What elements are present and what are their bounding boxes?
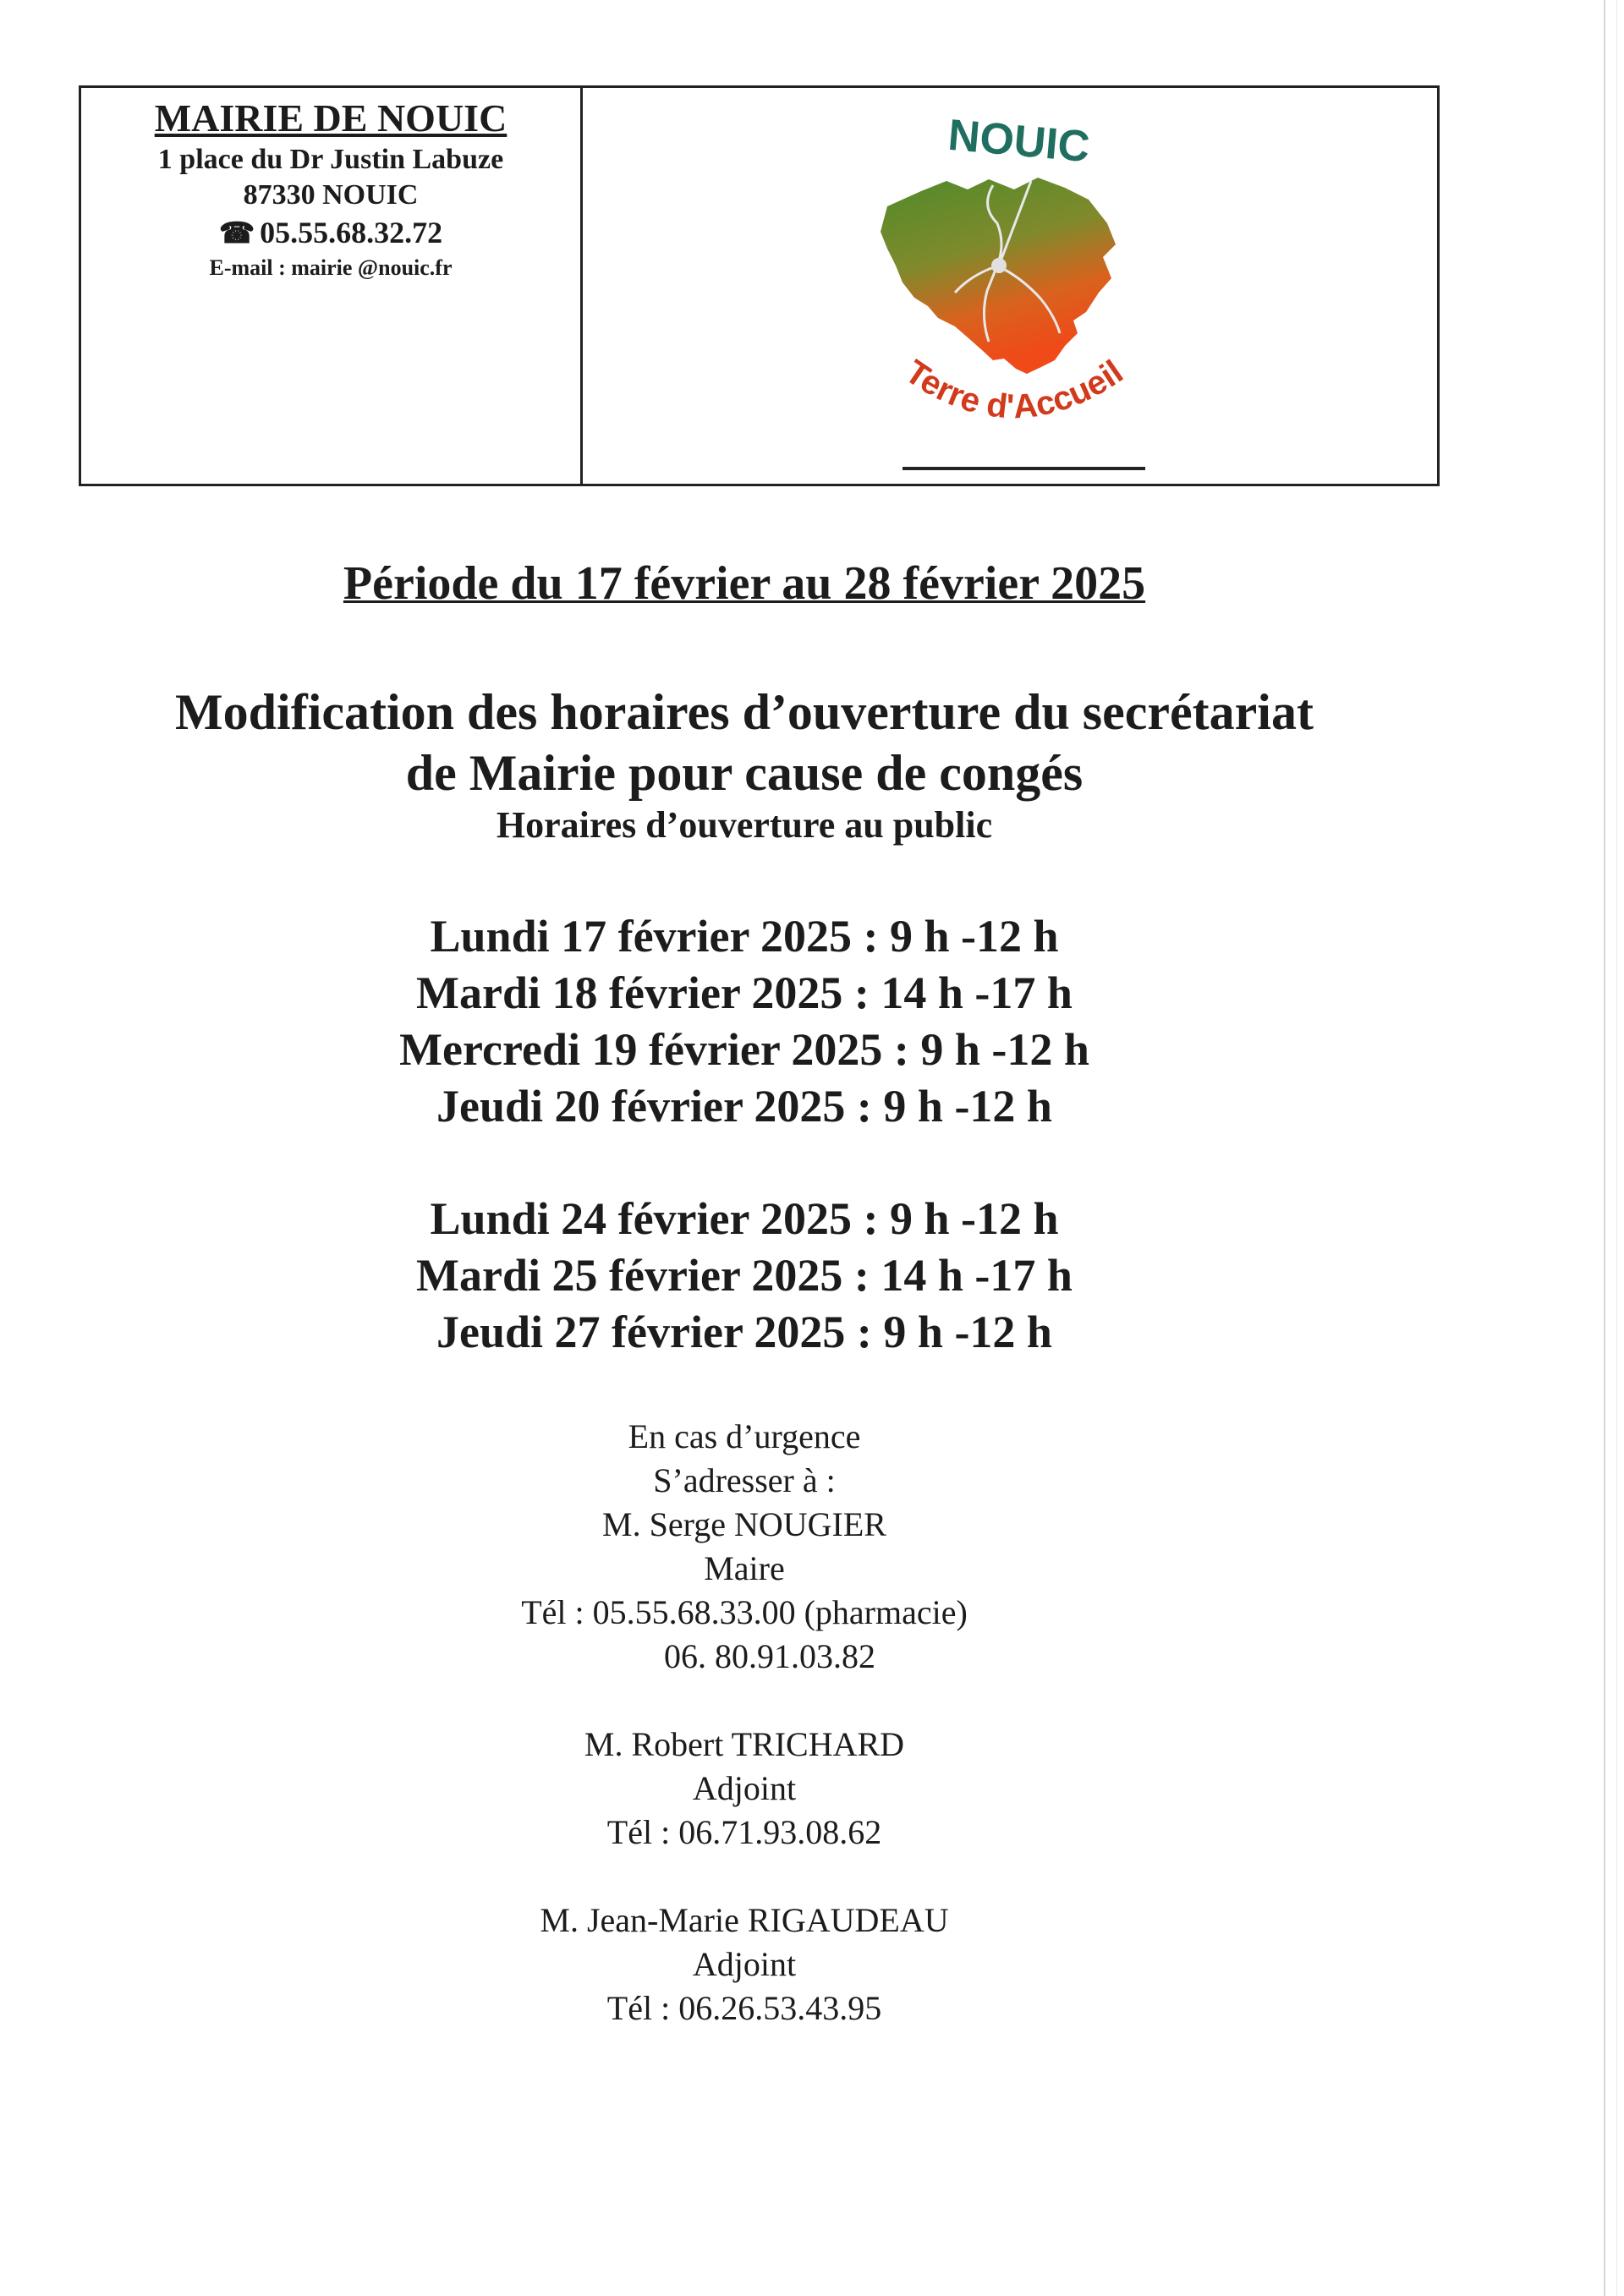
telephone-icon: ☎: [218, 218, 255, 249]
letterhead-box: [79, 85, 1440, 486]
contact-role: Adjoint: [692, 1945, 797, 1983]
contact-deputy-2: [0, 1899, 1489, 2030]
phone-row: [81, 213, 580, 254]
letterhead-logo-cell: [583, 88, 1437, 484]
emergency-contacts: [0, 1415, 1489, 2074]
emergency-intro: En cas d’urgence: [628, 1417, 861, 1455]
contact-mayor: [0, 1503, 1489, 1679]
schedule-line: Mardi 25 février 2025 : 14 h -17 h: [416, 1250, 1073, 1301]
emergency-intro-2: S’adresser à :: [653, 1461, 836, 1499]
title-line-2: de Mairie pour cause de congés: [405, 745, 1084, 801]
schedule-line: Jeudi 20 février 2025 : 9 h -12 h: [436, 1081, 1052, 1132]
schedule-week-2: [0, 1191, 1489, 1361]
schedule-line: Lundi 17 février 2025 : 9 h -12 h: [430, 911, 1059, 962]
nouic-logo: [820, 96, 1209, 485]
schedule-line: Mercredi 19 février 2025 : 9 h -12 h: [399, 1024, 1089, 1075]
address-street: 1 place du Dr Justin Labuze: [157, 144, 504, 175]
title-line-1: Modification des horaires d’ouverture du secrétariat: [175, 684, 1314, 740]
email-address: E-mail : mairie @nouic.fr: [209, 255, 453, 280]
schedule-line: Mardi 18 février 2025 : 14 h -17 h: [416, 967, 1073, 1018]
contact-name: M. Robert TRICHARD: [584, 1725, 905, 1763]
logo-top-text: NOUIC: [946, 110, 1092, 173]
address-postcode-city: 87330 NOUIC: [243, 179, 419, 211]
contact-role: Maire: [704, 1549, 785, 1587]
contact-name: M. Jean-Marie RIGAUDEAU: [540, 1901, 949, 1939]
notice-title: [0, 682, 1489, 847]
period-heading: Période du 17 février au 28 février 2025: [343, 557, 1146, 610]
contact-deputy-1: [0, 1723, 1489, 1855]
contact-name: M. Serge NOUGIER: [602, 1505, 886, 1543]
contact-phone: Tél : 06.71.93.08.62: [606, 1813, 882, 1851]
phone-number: 05.55.68.32.72: [260, 216, 443, 249]
contact-phone: Tél : 06.26.53.43.95: [606, 1989, 882, 2027]
logo-center-dot: [991, 258, 1007, 273]
mairie-name: MAIRIE DE NOUIC: [154, 96, 508, 140]
schedule-line: Lundi 24 février 2025 : 9 h -12 h: [430, 1193, 1059, 1244]
schedule-week-1: [0, 908, 1489, 1135]
contact-phone-mobile: 06. 80.91.03.82: [664, 1637, 875, 1675]
scan-edge-line: [1604, 0, 1605, 2296]
scan-edge-line-2: [1616, 0, 1617, 2296]
logo-bottom-text: Terre d'Accueil: [898, 353, 1130, 426]
schedule-line: Jeudi 27 février 2025 : 9 h -12 h: [436, 1307, 1052, 1357]
contact-phone: Tél : 05.55.68.33.00 (pharmacie): [521, 1593, 968, 1631]
letterhead-address-cell: [81, 88, 583, 484]
contact-role: Adjoint: [692, 1769, 797, 1807]
commune-map-shape: [881, 178, 1116, 374]
title-subtitle: Horaires d’ouverture au public: [496, 804, 993, 846]
